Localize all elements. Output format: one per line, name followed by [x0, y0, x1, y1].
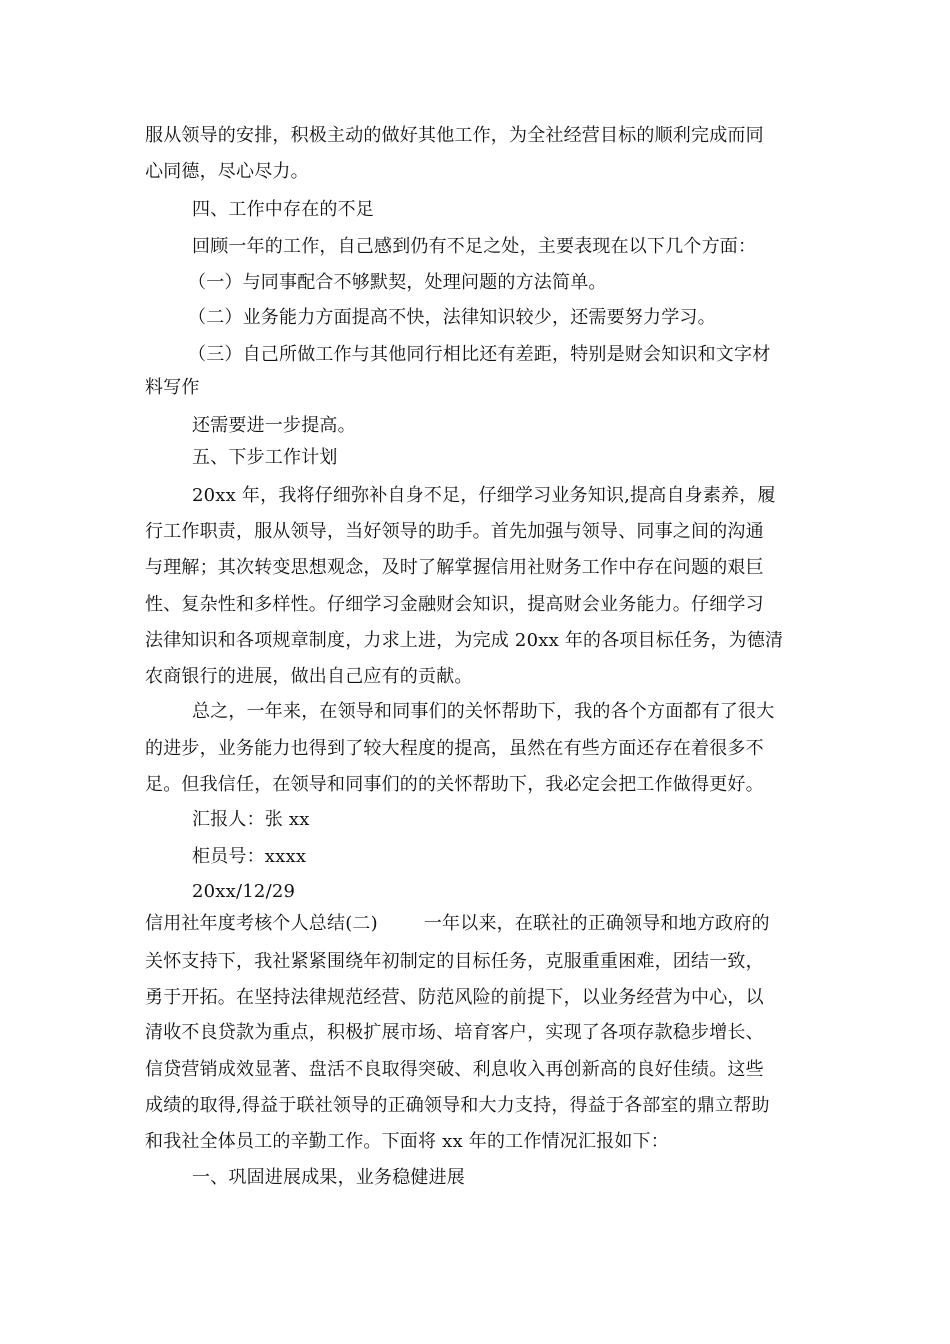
text-line: 还需要进一步提高。 — [192, 415, 356, 436]
text-line: 农商银行的进展，做出自己应有的贡献。 — [145, 666, 473, 687]
text-line: 的进步，业务能力也得到了较大程度的提高，虽然在有些方面还存在着很多不 — [145, 738, 764, 759]
text-line: 性、复杂性和多样性。仔细学习金融财会知识，提高财会业务能力。仔细学习 — [145, 594, 764, 615]
text-line: 关怀支持下，我社紧紧围绕年初制定的目标任务，克服重重困难，团结一致， — [145, 951, 764, 972]
list-item: （一）与同事配合不够默契，处理问题的方法简单。 — [188, 272, 607, 293]
section-heading: 一、巩固进展成果，业务稳健进展 — [192, 1167, 465, 1188]
teller-id-line: 柜员号：xxxx — [192, 846, 307, 867]
text-line: 和我社全体员工的辛勤工作。下面将 xx 年的工作情况汇报如下： — [145, 1131, 669, 1152]
text-line: 心同德，尽心尽力。 — [145, 161, 309, 182]
text-line: 勇于开拓。在坚持法律规范经营、防范风险的前提下，以业务经营为中心，以 — [145, 987, 764, 1008]
text-line: 总之，一年来，在领导和同事们的关怀帮助下，我的各个方面都有了很大 — [192, 701, 775, 722]
text-line: 行工作职责，服从领导，当好领导的助手。首先加强与领导、同事之间的沟通 — [145, 521, 764, 542]
section-heading: 四、工作中存在的不足 — [192, 199, 374, 220]
text-line: 一年以来，在联社的正确领导和地方政府的 — [423, 913, 770, 934]
list-item: （三）自己所做工作与其他同行相比还有差距，特别是财会知识和文字材 — [188, 344, 771, 365]
list-item: （二）业务能力方面提高不快，法律知识较少，还需要努力学习。 — [188, 307, 716, 328]
reporter-line: 汇报人：张 xx — [192, 809, 310, 830]
text-line: 信贷营销成效显著、盘活不良取得突破、利息收入再创新高的良好佳绩。这些 — [145, 1059, 764, 1080]
text-line: 回顾一年的工作，自己感到仍有不足之处，主要表现在以下几个方面： — [192, 236, 757, 257]
text-line: 足。但我信任，在领导和同事们的的关怀帮助下，我必定会把工作做得更好。 — [145, 774, 764, 795]
text-line: 服从领导的安排，积极主动的做好其他工作，为全社经营目标的顺利完成而同 — [145, 125, 764, 146]
section-heading: 五、下步工作计划 — [192, 447, 338, 468]
text-line: 与理解；其次转变思想观念，及时了解掌握信用社财务工作中存在问题的艰巨 — [145, 557, 764, 578]
text-line: 成绩的取得,得益于联社领导的正确领导和大力支持，得益于各部室的鼎立帮助 — [145, 1095, 770, 1116]
text-line: 法律知识和各项规章制度，力求上进，为完成 20xx 年的各项目标任务，为德清 — [145, 630, 784, 651]
text-line: 清收不良贷款为重点，积极扩展市场、培育客户，实现了各项存款稳步增长、 — [145, 1022, 764, 1043]
text-line: 20xx 年，我将仔细弥补自身不足，仔细学习业务知识,提高自身素养，履 — [192, 485, 776, 506]
subtitle: 信用社年度考核个人总结(二) — [145, 913, 378, 934]
text-line — [145, 912, 770, 936]
text-line: 料写作 — [145, 377, 200, 398]
date-line: 20xx/12/29 — [192, 881, 296, 902]
